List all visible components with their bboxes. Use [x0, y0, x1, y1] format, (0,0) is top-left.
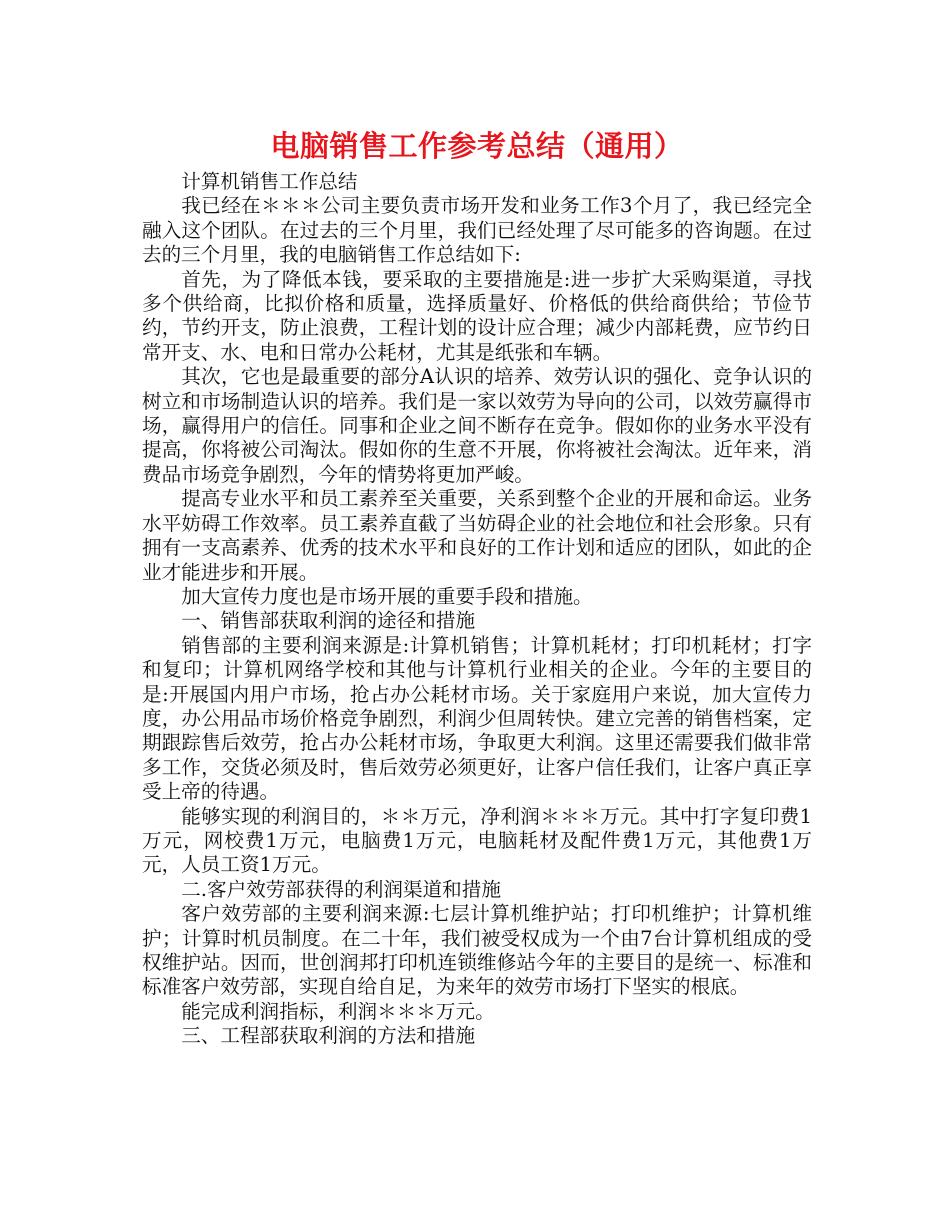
section-heading-service: 二.客户效劳部获得的利润渠道和措施	[181, 877, 501, 901]
paragraph-cost-reduction: 首先，为了降低本钱，要采取的主要措施是:进一步扩大采购渠道，寻找多个供给商，比拟价格和质量，选择质量好、价格低的供给商供给；节俭节约，节约开支，防止浪费，工程计划的设计应合理；减少内部耗费，应节约日常开支、水、电和日常办公耗材，尤其是纸张和车辆。	[142, 267, 812, 364]
section-heading-engineering: 三、工程部获取利润的方法和措施	[181, 1024, 476, 1048]
section-heading-sales: 一、销售部获取利润的途径和措施	[181, 609, 476, 633]
document-page	[142, 122, 812, 1049]
paragraph-awareness: 其次，它也是最重要的部分A认识的培养、效劳认识的强化、竞争认识的树立和市场制造认识的培养。我们是一家以效劳为导向的公司，以效劳赢得市场，赢得用户的信任。同事和企业之间不断存在竞争。假如你的业务水平没有提高，你将被公司淘汰。假如你的生意不开展，你将被社会淘汰。近年来，消费品市场竞争剧烈，今年的情势将更加严峻。	[142, 365, 812, 486]
paragraph-publicity: 加大宣传力度也是市场开展的重要手段和措施。	[181, 584, 593, 608]
paragraph-staff-quality: 提高专业水平和员工素养至关重要，关系到整个企业的开展和命运。业务水平妨碍工作效率。员工素养直截了当妨碍企业的社会地位和社会形象。只有拥有一支高素养、优秀的技术水平和良好的工作计划和适应的团队，如此的企业才能进步和开展。	[142, 487, 812, 584]
document-title: 电脑销售工作参考总结（通用）	[270, 129, 684, 163]
paragraph-service-target: 能完成利润指标，利润＊＊＊万元。	[181, 999, 495, 1023]
paragraph-subtitle: 计算机销售工作总结	[181, 170, 358, 193]
paragraph-sales-profit: 销售部的主要利润来源是:计算机销售；计算机耗材；打印机耗材；打字和复印；计算机网络学校和其他与计算机行业相关的企业。今年的主要目的是:开展国内用户市场，抢占办公耗材市场。关于家庭用户来说，加大宣传力度，办公用品市场价格竞争剧烈，利润少但周转快。建立完善的销售档案，定期跟踪售后效劳，抢占办公耗材市场，争取更大利润。这里还需要我们做非常多工作，交货必须及时，售后效劳必须更好，让客户信任我们，让客户真正享受上帝的待遇。	[142, 633, 812, 804]
paragraph-intro: 我已经在＊＊＊公司主要负责市场开发和业务工作3个月了，我已经完全融入这个团队。在过去的三个月里，我们已经处理了尽可能多的咨询题。在过去的三个月里，我的电脑销售工作总结如下:	[142, 194, 812, 267]
paragraph-service-profit: 客户效劳部的主要利润来源:七层计算机维护站；打印机维护；计算机维护；计算时机员制度。在二十年，我们被受权成为一个由7台计算机组成的受权维护站。因而，世创润邦打印机连锁维修站今年的主要目的是统一、标准和标准客户效劳部，实现自给自足，为来年的效劳市场打下坚实的根底。	[142, 902, 812, 999]
paragraph-profit-target: 能够实现的利润目的，＊＊万元，净利润＊＊＊万元。其中打字复印费1万元，网校费1万元，电脑费1万元，电脑耗材及配件费1万元，其他费1万元，人员工资1万元。	[142, 804, 812, 877]
